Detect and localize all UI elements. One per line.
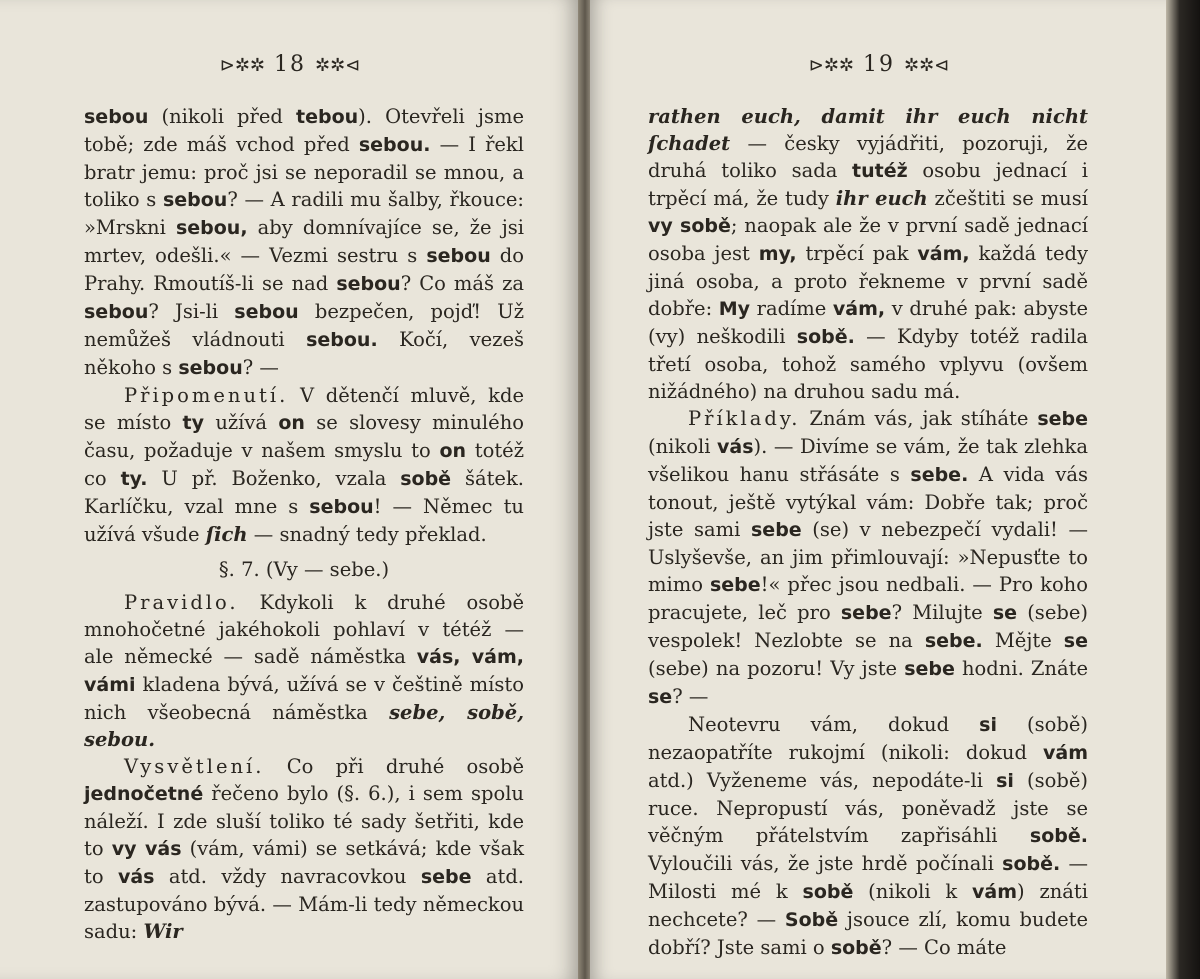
- left-page: [0, 0, 580, 979]
- emphasized-word: sobě: [802, 881, 854, 903]
- emphasized-word: sobě.: [1029, 825, 1088, 847]
- text-run: (sobě) nezaopatříte rukojmí (nikoli: dokud: [648, 713, 1089, 764]
- text-run: (sobě) ruce. Nepropustí vás, poněvadž jste se věčným přátelstvím zapřisáhli: [648, 769, 1088, 847]
- text-run: ? — Co máte: [881, 936, 1007, 959]
- text-run: atd.) Vyženeme vás, nepodáte-li: [648, 769, 997, 792]
- emphasized-word: sebe, sobě, sebou.: [84, 701, 524, 751]
- emphasized-word: sebou: [162, 189, 228, 211]
- emphasized-word: sebou: [336, 273, 401, 295]
- emphasized-word: My: [718, 298, 751, 320]
- text-run: ; naopak ale že v první sadě jednací osoba jest: [648, 214, 1089, 265]
- text-run: Vyloučili vás, že jste hrdě počínali: [648, 852, 1003, 875]
- left-page-text: [84, 103, 524, 945]
- text-run: do Prahy. Rmoutíš-li se nad: [84, 244, 525, 295]
- emphasized-word: ſich: [205, 523, 248, 546]
- text-run: užívá: [204, 411, 279, 434]
- text-run: ). Otevřeli jsme tobě; zde máš vchod před: [84, 105, 524, 156]
- emphasized-word: vás: [117, 866, 155, 888]
- paragraph: [84, 589, 524, 753]
- text-run: — I řekl bratr jemu: proč jsi se neporadil se mnou, a toliko s: [84, 133, 524, 211]
- text-run: ? Jsi-li: [148, 300, 235, 323]
- right-page-number: 19: [863, 52, 895, 77]
- text-run: (nikoli k: [853, 880, 973, 903]
- text-run: hodni. Znáte: [954, 657, 1088, 680]
- text-run: §. 7. (Vy — sebe.): [218, 558, 390, 581]
- paragraph: [84, 103, 524, 382]
- text-run: Znám vás, jak stíháte: [800, 407, 1038, 430]
- text-run: Mějte: [982, 629, 1064, 652]
- text-run: jsouce zlí, komu budete dobří? Jste sami o: [648, 908, 1088, 959]
- text-run: — Milosti mé k: [648, 852, 1088, 903]
- emphasized-word: sebe.: [924, 630, 983, 652]
- text-run: totéž co: [84, 439, 524, 490]
- emphasized-word: ty: [182, 412, 204, 434]
- text-run: ? —: [672, 685, 709, 708]
- text-run: !« přec jsou nedbali. — Pro koho pracujete, leč pro: [648, 573, 1088, 624]
- paragraph: [84, 753, 524, 945]
- emphasized-word: ty.: [120, 468, 148, 490]
- text-run: ! — Němec tu užívá všude: [84, 495, 524, 546]
- ornament-left-icon: ⊳✲✲: [808, 55, 854, 76]
- emphasized-word: vám: [1042, 742, 1088, 764]
- paragraph: [648, 103, 1088, 405]
- text-run: ? — A radili mu šalby, řkouce: »Mrskni: [84, 188, 524, 239]
- emphasized-word: se: [648, 686, 673, 708]
- text-run: — Kdyby totéž radila třetí osoba, tohož samého vplyvu (ovšem nižádného) na druhou sadu má.: [648, 325, 1088, 403]
- left-page-header: [0, 52, 580, 77]
- ornament-right-icon: ✲✲⊲: [904, 55, 950, 76]
- emphasized-word: sobě: [400, 468, 452, 490]
- emphasized-word: se: [1063, 630, 1088, 652]
- emphasized-word: sebou: [84, 301, 149, 323]
- text-run: ? Milujte: [891, 601, 993, 624]
- emphasized-word: sobě.: [1002, 853, 1061, 875]
- emphasized-word: sebou: [234, 301, 299, 323]
- text-run: U př. Boženko, vzala: [147, 467, 401, 490]
- text-run: se slovesy minulého času, požaduje v našem smyslu to: [84, 411, 524, 462]
- emphasized-word: rathen euch, damit ihr euch nicht ſchadet: [648, 105, 1088, 155]
- emphasized-word: Wir: [143, 920, 183, 943]
- paragraph: [648, 711, 1088, 962]
- emphasized-word: tutéž: [852, 160, 908, 182]
- text-run: Neotevru vám, dokud: [688, 713, 980, 736]
- text-run: bezpečen, pojď! Už nemůžeš vládnouti: [84, 300, 524, 351]
- text-run: — česky vyjádřiti, pozoruji, že druhá toliko sada: [648, 132, 1088, 182]
- emphasized-word: Vysvětlení.: [124, 755, 265, 778]
- emphasized-word: vám,: [917, 243, 970, 265]
- right-page-header: [590, 52, 1168, 77]
- text-run: Co při druhé osobě: [264, 755, 524, 778]
- paragraph: [84, 382, 524, 548]
- emphasized-word: Příklady.: [688, 407, 801, 430]
- page-edge: [1166, 0, 1200, 979]
- emphasized-word: Pravidlo.: [124, 591, 239, 614]
- right-page: [590, 0, 1168, 979]
- emphasized-word: vás, vám, vámi: [84, 646, 524, 696]
- text-run: — snadný tedy překlad.: [247, 523, 487, 546]
- right-page-text: [648, 103, 1088, 962]
- text-run: kladena bývá, užívá se v češtině místo nich všeobecná náměstka: [84, 673, 524, 724]
- text-run: šátek. Karlíčku, vzal mne s: [84, 467, 524, 518]
- emphasized-word: sebe.: [910, 464, 969, 486]
- emphasized-word: sebe: [751, 519, 802, 541]
- emphasized-word: sebe: [709, 574, 761, 596]
- text-run: zčeštiti se musí: [927, 187, 1088, 210]
- paragraph: [84, 556, 524, 583]
- emphasized-word: si: [979, 714, 997, 736]
- text-run: (sebe) vespolek! Nezlobte se na: [648, 601, 1088, 652]
- text-run: atd. vždy navracovkou: [154, 865, 421, 888]
- emphasized-word: sebou,: [175, 217, 248, 239]
- emphasized-word: sebou.: [358, 134, 431, 156]
- text-run: osobu jednací i trpěcí má, že tudy: [648, 159, 1088, 210]
- emphasized-word: ihr euch: [835, 187, 928, 210]
- emphasized-word: sebou: [309, 496, 374, 518]
- text-run: Kdykoli k druhé osobě mnohočetné jakéhokoli pohlaví v tétéž — ale německé — sadě náměstka: [84, 591, 524, 668]
- text-run: atd. zastupováno bývá. — Mám-li tedy německou sadu:: [84, 865, 525, 943]
- emphasized-word: sebou: [426, 245, 491, 267]
- emphasized-word: sobě.: [796, 326, 855, 348]
- text-run: V dětenčí mluvě, kde se místo: [84, 384, 524, 434]
- text-run: (nikoli před: [148, 105, 296, 128]
- emphasized-word: sebou.: [306, 329, 378, 351]
- emphasized-word: vám: [972, 881, 1018, 903]
- text-run: každá tedy jiná osoba, a proto řekneme v první sadě dobře:: [648, 242, 1089, 320]
- text-run: (nikoli: [648, 435, 718, 458]
- left-page-number: 18: [274, 52, 306, 77]
- emphasized-word: sebou: [178, 357, 243, 379]
- emphasized-word: tebou: [296, 106, 359, 128]
- emphasized-word: vás: [717, 436, 754, 458]
- emphasized-word: sebe: [904, 658, 955, 680]
- text-run: Kočí, vezeš někoho s: [84, 328, 524, 379]
- emphasized-word: jednočetné: [84, 783, 204, 805]
- emphasized-word: sebe: [420, 866, 472, 888]
- emphasized-word: Připomenutí.: [124, 384, 289, 407]
- text-run: (sebe) na pozoru! Vy jste: [648, 657, 905, 680]
- text-run: A vida vás tonout, ještě vytýkal vám: Dobře tak; proč jste sami: [648, 463, 1088, 541]
- emphasized-word: si: [996, 770, 1014, 792]
- emphasized-word: vám,: [832, 298, 886, 320]
- text-run: v druhé pak: abyste (vy) neškodili: [648, 297, 1088, 348]
- text-run: (se) v nebezpečí vydali! — Uslyševše, an jim přimlouvají: »Nepusťte to mimo: [648, 518, 1088, 596]
- emphasized-word: sebou: [84, 106, 149, 128]
- text-run: ) znáti nechcete? —: [648, 880, 1088, 931]
- text-run: aby domnívajíce se, že jsi mrtev, odešli.« — Vezmi sestru s: [84, 216, 524, 267]
- emphasized-word: se: [992, 602, 1018, 624]
- emphasized-word: sebe: [1037, 408, 1088, 430]
- ornament-left-icon: ⊳✲✲: [219, 55, 265, 76]
- text-run: ? Co máš za: [400, 272, 525, 295]
- emphasized-word: sebe: [840, 602, 892, 624]
- paragraph: [648, 405, 1088, 711]
- emphasized-word: sobě: [830, 937, 882, 959]
- text-run: radíme: [750, 297, 833, 320]
- emphasized-word: on: [439, 440, 467, 462]
- emphasized-word: my,: [758, 243, 797, 265]
- emphasized-word: Sobě: [784, 909, 839, 931]
- ornament-right-icon: ✲✲⊲: [315, 55, 361, 76]
- emphasized-word: vy sobě: [648, 215, 731, 237]
- emphasized-word: vy vás: [111, 838, 182, 860]
- text-run: (vám, vámi) se setkává; kde však to: [84, 837, 525, 888]
- text-run: ? —: [242, 356, 279, 379]
- text-run: řečeno bylo (§. 6.), i sem spolu náleží. I zde sluší toliko té sady šetřiti, kde to: [84, 782, 524, 860]
- text-run: ). — Divíme se vám, že tak zlehka všelikou hanu střásáte s: [648, 435, 1089, 486]
- text-run: trpěcí pak: [796, 242, 918, 265]
- emphasized-word: on: [278, 412, 305, 434]
